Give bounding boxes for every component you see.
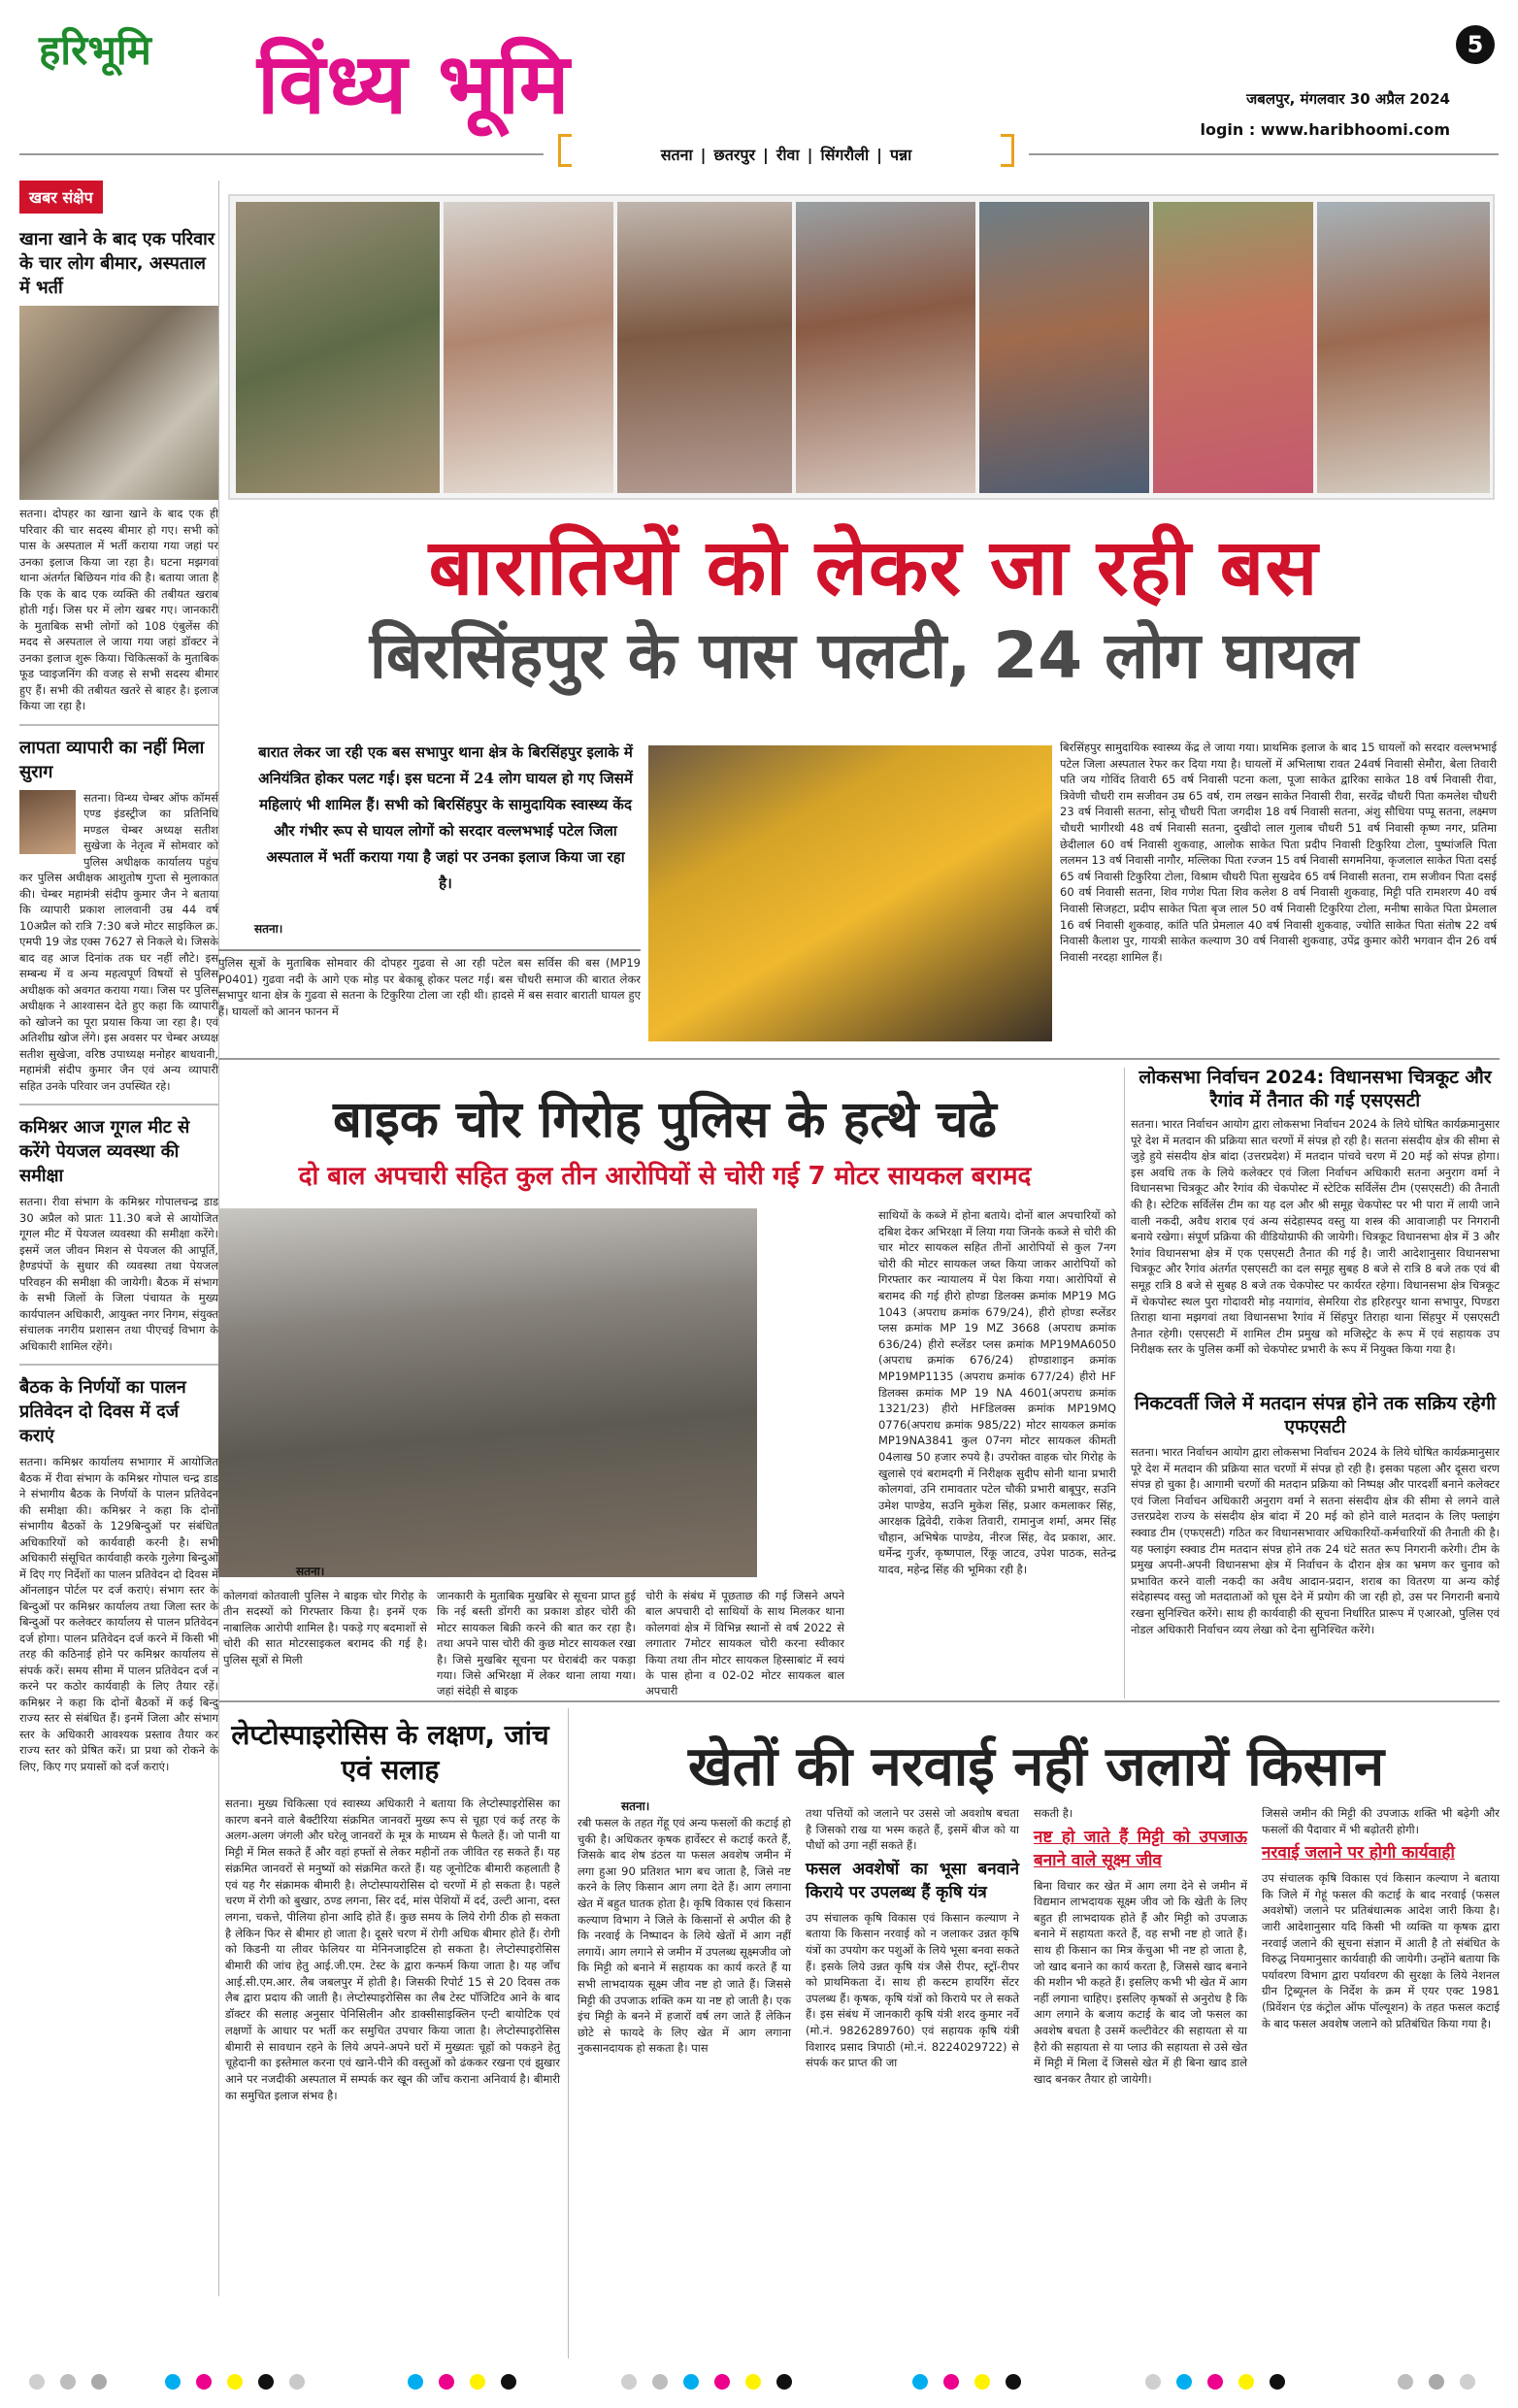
bike-theft-body: कोलगवां कोतवाली पुलिस ने बाइक चोर गिरोह के तीन सदस्यों को गिरफ्तार किया है। इनमें एक नाबालिक आरोपी शामिल है। पकड़े गए बदमाशों से चोरी की सात मोटरसाइकल बरामद की गई है। पुलिस सूत्रों से मिली <box>223 1589 427 1666</box>
farm-column <box>1262 1805 1500 2031</box>
color-registration-bar <box>0 2366 1518 2395</box>
brief-headline: कमिश्नर आज गूगल मीट से करेंगे पेयजल व्यवस्था की समीक्षा <box>19 1117 190 1186</box>
farm-headline: खेतों की नरवाई नहीं जलायें किसान <box>687 1735 1385 1798</box>
registration-dot <box>227 2374 243 2390</box>
registration-dot <box>1176 2374 1192 2390</box>
farm-subheadline: नष्ट हो जाते हैं मिट्टी को उपजाऊ बनाने वाले सूक्ष्म जीव <box>1034 1827 1247 1870</box>
brief-headline: लापता व्यापारी का नहीं मिला सुराग <box>19 737 205 782</box>
election-headline: निकटवर्ती जिले में मतदान संपन्न होने तक सक्रिय रहेगी एफएसटी <box>1134 1393 1497 1437</box>
registration-dot <box>714 2374 730 2390</box>
brief-body: सतना। दोपहर का खाना खाने के बाद एक ही परिवार की चार सदस्य बीमार हो गए। सभी को पास के अस्पताल में भर्ती कराया गया जहां पर उनका इलाज किया जा रहा है। घटना मझगवां थाना अंतर्गत बिछियन गांव की है। बताया जाता है कि एक के बाद एक व्यक्ति की तबीयत खराब होती गई। जिस घर में लोग खबर गए। जानकारी के मुताबिक सभी लोगों को 108 एंबुलेंस की मदद से अस्पताल ले जाया गया जहां डॉक्टर ने उनका इलाज शुरू किया। चिकित्सकों के मुताबिक फूड प्वाइजनिंग की वजह से सभी सदस्य बीमार हुए हैं। सभी की तबीयत खतरे से बाहर है। इलाज किया जा रहा है। <box>19 507 218 712</box>
masthead <box>0 0 1518 164</box>
bike-theft-body: चोरी के संबंध में पूछताछ की गई जिसने अपने बाल अपचारी दो साथियों के साथ मिलकर थाना कोलगवां क्षेत्र में विभिन्न स्थानों से वर्ष 2022 से लगातार 7मोटर सायकल चोरी करना स्वीकार किया तथा तीन मोटर सायकल हिस्साबांट में स्वयं के पास होना व 02-02 मोटर सायकल बाल अपचारी <box>645 1589 844 1699</box>
brief-body: सतना। रीवा संभाग के कमिश्नर गोपालचन्द्र डाड 30 अप्रैल को प्रातः 11.30 बजे से आयोजित गूगल मीट में पेयजल व्यवस्था की समीक्षा करेंगे। इसमें जल जीवन मिशन से पेयजल की आपूर्ति, हैण्डपंपों के सुधार की व्यवस्था तथा पेयजल परिवहन की समीक्षा की जायेगी। बैठक में संभाग के सभी जिलों के जिला पंचायत के मुख्य कार्यपालन अधिकारी, आयुक्त नगर निगम, संयुक्त संचालक नगरीय प्रशासन तथा पीएचई विभाग के अधिकारी शामिल रहेंगे। <box>19 1195 218 1353</box>
portrait-photo <box>19 790 76 854</box>
election-body: सतना। भारत निर्वाचन आयोग द्वारा लोकसभा निर्वाचन 2024 के लिये घोषित कार्यक्रमानुसार पूरे देश में मतदान की प्रक्रिया सात चरणों में संपन्न हो रही है। इसका पहला और दूसरा चरण संपन्न हो चुका है। आगामी चरणों की मतदान प्रक्रिया को निष्पक्ष और पारदर्शी बनाने कलेक्टर एवं जिला निर्वाचन अधिकारी अनुराग वर्मा ने सतना संसदीय क्षेत्र की सीमा से लगने वाले उत्तरप्रदेश राज्य के संसदीय क्षेत्र बांदा में 20 मई को होने वाले मतदान के लिए फ्लाइंग स्क्वाड टीम (एफएसटी) गठित कर विधानसभावार अधिकारियों-कर्मचारियों की तैनाती की है। यह फ्लाइंग स्क्वाड टीम मतदान संपन्न होने तक 24 घंटे सतत रूप निगरानी करेगी। टीम के प्रमुख अपनी-अपनी विधानसभा क्षेत्र में निर्वाचन के दौरान क्षेत्र का भ्रमण कर चुनाव को प्रभावित करने वाली नकदी का अवैध आदान-प्रदान, शराब का वितरण या अन्य कोई संदेहास्पद वस्तु जो मतदाताओं को घूस देने में प्रयोग की जा रही हो, उस पर निगरानी बनाये रखना सुनिश्चित करेंगे। साथ ही कार्यवाही की सूचना निर्धारित प्रारूप में एआरओ, पुलिस एवं नोडल अधिकारी निर्वाचन व्यय लेखा को देना सुनिश्चित करेंगे। <box>1131 1445 1500 1636</box>
farm-body: उप संचालक कृषि विकास एवं किसान कल्याण ने बताया कि किसान नरवाई को न जलाकर उन्नत कृषि यंत्रों का उपयोग कर पशुओं के लिये भूसा बनवा सकते हैं। इसके लिये उन्नत कृषि यंत्र जैसे रीपर, स्ट्रॉ-रीपर को प्राथमिकता दें। साथ ही कस्टम हायरिंग सेंटर उपलब्ध हैं। कृषक, कृषि यंत्रों को किराये पर ले सकते हैं। इस संबंध में जानकारी कृषि यंत्री शरद कुमार नर्वे (मो.नं. 9826289760) एवं सहायक कृषि यंत्री विशारद प्रसाद त्रिपाठी (मो.नं. 8224029722) से संपर्क कर प्राप्त की जा <box>806 1910 1019 2070</box>
registration-dot <box>683 2374 699 2390</box>
farm-body: बिना विचार कर खेत में आग लगा देने से जमीन में विद्यमान लाभदायक सूक्ष्म जीव जो कि खेती के लिए बहुत ही लाभदायक होते हैं और मिट्टी को उपजाऊ बनाने में सहायता करते हैं, वह सभी नष्ट हो जाते हैं। साथ ही किसान का मित्र केंचुआ भी नष्ट हो जाता है, जो खाद बनाने का कार्य करता है, जिससे खाद बनाने की मशीन भी कहते हैं। इसलिए कभी भी खेत में आग नहीं लगाना चाहिए। इसलिए कृषकों से अनुरोध है कि आग लगाने के बजाय कटाई के बाद जो फसल का अवशेष बचता है उसमें कल्टीवेटर की सहायता से या हैरो की सहायता से या प्लाउ की सहायता से उसे खेत में मिट्टी में मिला दें जिससे खेत में ही बिना खाद डाले खाद बनकर तैयार हो जायेगी। <box>1034 1878 1247 2086</box>
registration-dot <box>91 2374 107 2390</box>
dateline: जबलपुर, मंगलवार 30 अप्रैल 2024 <box>1246 90 1450 108</box>
photo-injured-person <box>979 202 1149 493</box>
registration-dot <box>501 2374 516 2390</box>
farm-body: उप संचालक कृषि विकास एवं किसान कल्याण ने बताया कि जिले में गेहूं फसल की कटाई के बाद नरवाई (फसल अवशेषों) जलाने पर प्रतिबंधात्मक आदेश जारी किया है। जारी आदेशानुसार यदि किसी भी व्यक्ति या कृषक द्वारा नरवाई जलाने की सूचना संज्ञान में आती है तो संबंधित के विरुद्ध नियमानुसार कार्यवाही की जायेगी। उन्होंने बताया कि पर्यावरण विभाग द्वारा पर्यावरण की सुरक्षा के लिये नेशनल ग्रीन ट्रिब्यूनल के निर्देश के क्रम में एयर एक्ट 1981 (प्रिवेंशन एंड कंट्रोल ऑफ पॉल्यूशन) के तहत फसल कटाई के बाद फसल अवशेष जलाने को प्रतिबंधित किया गया है। <box>1262 1871 1500 2030</box>
registration-dot <box>1207 2374 1223 2390</box>
bike-theft-body: जानकारी के मुताबिक मुखबिर से सूचना प्राप्त हुई कि नई बस्ती डोंगरी का प्रकाश डोहर चोरी की मोटर सायकल बिक्री करने की बात कर रहा है। तथा अपने पास चोरी की कुछ मोटर सायकल रखा है। जिसे मुखबिर सूचना पर घेराबंदी कर पकड़ा गया। जिसे अभिरक्षा में लेकर थाना लाया गया। जहां संदेही से बाइक <box>437 1589 636 1699</box>
registration-dot <box>974 2374 990 2390</box>
farm-column <box>1034 1805 1247 2087</box>
registration-dot <box>652 2374 668 2390</box>
photo-injured-person <box>1317 202 1490 493</box>
registration-dot <box>1238 2374 1254 2390</box>
lead-subheadline: बिरसिंहपुर के पास पलटी, 24 लोग घायल <box>369 618 1359 693</box>
lead-intro: बारात लेकर जा रही एक बस सभापुर थाना क्षेत्र के बिरसिंहपुर इलाके में अनियंत्रित होकर पलट गई। इस घटना में 24 लोग घायल हो गए जिसमें महिलाएं भी शामिल हैं। सभी को बिरसिंहपुर के सामुदायिक स्वास्थ्य केंद और गंभीर रूप से घायल लोगों को सरदार वल्लभभाई पटेल जिला अस्पताल में भर्ती कराया गया है जहां पर उनका इलाज किया जा रहा है। <box>258 743 633 892</box>
column-divider <box>1124 1068 1125 1699</box>
registration-dot <box>1006 2374 1021 2390</box>
election-body: सतना। भारत निर्वाचन आयोग द्वारा लोकसभा निर्वाचन 2024 के लिये घोषित कार्यक्रमानुसार पूरे देश में मतदान की प्रक्रिया सात चरणों में संपन्न हो रही है। सतना संसदीय क्षेत्र की सीमा से जुड़े हुये संसदीय क्षेत्र बांदा (उत्तरप्रदेश) में मतदान पांचवे चरण में 20 मई को संपन्न होगा। इस अवधि तक के लिये कलेक्टर एवं जिला निर्वाचन अधिकारी सतना अनुराग वर्मा ने विधानसभा चित्रकूट और रैगांव की चेकपोस्ट में स्टेटिक सर्विलेंस टीम (एसएसटी) की तैनाती की है। स्टेटिक सर्विलेंस टीम का यह दल और श्री समूह चेकपोस्ट पर भी पारा में लायी जाने वाली नकदी, अवैध शराब एवं अन्य संदेहास्पद वस्तु या शस्त्र की आवाजाही पर निगरानी बनाये रखेगा। संपूर्ण प्रक्रिया की वीडियोग्राफी की जायेगी। चित्रकूट विधानसभा क्षेत्र में 3 और रैगांव विधानसभा क्षेत्र में एक एसएसटी तैनात की गई है। जारी आदेशानुसार विधानसभा चित्रकूट और रैगांव अंतर्गत एसएसटी का दल समूह सुबह 8 बजे से रात्रि 8 बजे तक एवं बी समूह रात्रि 8 बजे से सुबह 8 बजे तक चेकपोस्ट पर कार्यरत रहेगा। विधानसभा क्षेत्र चित्रकूट में चेकपोस्ट स्थल पुरा गोदावरी मोड़ नयागांव, सेमरिया रोड हरिहरपुर थाना सभापुर, पिण्डरा तिराहा थाना मझगवां तथा विधानसभा रैगांव में सिंहपुर तिराहा थाना सिंहपुर में एसएसटी तैनात रहेगी। एसएसटी में शामिल टीम प्रमुख को मजिस्ट्रेट के रूप में एवं सहायक उप निरीक्षक स्तर के पुलिस कर्मी को चेकपोस्ट प्रभारी के रूप में नियुक्त किया गया है। <box>1131 1117 1500 1357</box>
registration-dot <box>1145 2374 1161 2390</box>
registration-dot <box>1398 2374 1413 2390</box>
photo-injured-person <box>617 202 792 493</box>
registration-dot <box>439 2374 454 2390</box>
brand-logo: हरिभूमि <box>39 26 151 74</box>
photo-injured-person <box>1153 202 1313 493</box>
region-item: छतरपुर <box>713 146 756 164</box>
registration-dot <box>196 2374 212 2390</box>
bike-theft-headline: बाइक चोर गिरोह पुलिस के हत्थे चढे <box>333 1091 997 1149</box>
website-link[interactable]: login : www.haribhoomi.com <box>1200 120 1450 139</box>
lepto-headline: लेप्टोस्पाइरोसिस के लक्षण, जांच एवं सलाह <box>231 1719 549 1786</box>
region-item: सिंगरौली <box>820 146 870 164</box>
farm-body: तथा पत्तियों को जलाने पर उससे जो अवशोष बचता है जिसको राख या भस्म कहते हैं, इसमें बीज को या पौधों को उगा नहीं सकते हैं। <box>806 1806 1019 1853</box>
registration-dot <box>745 2374 761 2390</box>
column-divider <box>568 1708 569 2359</box>
photo-injured-person <box>796 202 975 493</box>
injured-photo-strip <box>228 194 1495 500</box>
photo-overturned-bus <box>236 202 440 493</box>
brief-body: सतना। कमिश्नर कार्यालय सभागार में आयोजित बैठक में रीवा संभाग के कमिश्नर गोपाल चन्द्र डाड ने संभागीय बैठक के निर्णयों के पालन प्रतिवेदन की समीक्षा की। कमिश्नर ने कहा कि दोनों संभागीय बैठकों के 129बिन्दुओं पर संबंधित अधिकारियों को कार्यवाही करनी है। सभी अधिकारी संसूचित कार्यवाही करके गुलेगा बिन्दुओं में दिए गए निर्देशों का पालन प्रतिवेदन दो दिवस में ऑनलाइन पोर्टल पर दर्ज कराएं। संभाग स्तर के बिन्दुओं पर कमिश्नर कार्यालय तथा जिला स्तर के बिन्दुओं पर कलेक्टर कार्यालय से पालन प्रतिवेदन दर्ज होगा। पालन प्रतिवेदन दर्ज करने में किसी भी तरह की कठिनाई होने पर कमिश्नर कार्यालय से संपर्क करें। समय सीमा में पालन प्रतिवेदन दर्ज न करने पर कठोर कार्यवाही के लिए तैयार रहें। कमिश्नर ने कहा कि दोनों बैठकों में कई बिन्दु राज्य स्तर से संबंधित हैं। इनमें जिला और संभाग स्तर के अधिकारी आवश्यक प्रस्ताव तैयार कर राज्य स्तर को प्रेषित करें। प्रा प्रथा को रोकने के लिए, किए गए प्रयासों को दर्ज कराएं। <box>19 1455 218 1773</box>
section-tag: खबर संक्षेप <box>19 181 103 214</box>
edition-title: विंध्य भूमि <box>257 35 571 133</box>
bike-theft-subheadline: दो बाल अपचारी सहित कुल तीन आरोपियों से चोरी गई 7 मोटर सायकल बरामद <box>298 1162 1032 1191</box>
lead-headline: बारातियों को लेकर जा रही बस <box>428 522 1319 612</box>
registration-dot <box>258 2374 274 2390</box>
registration-dot <box>1460 2374 1475 2390</box>
lepto-body: सतना। मुख्य चिकित्सा एवं स्वास्थ्य अधिकारी ने बताया कि लेप्टोस्पाइरोसिस का कारण बनने वाले बैक्टीरिया संक्रमित जानवरों मुख्य रूप से चूहा एवं कई तरह के अलग-अलग जंगली और घरेलू जानवरों के मूत्र के माध्यम से फैलते हैं। जो पानी या मिट्टी में मिल सकते हैं और वहां हफ्तों से लेकर महीनों तक जीवित रह सकते हैं। यह संक्रमित जानवरों से मनुष्यों को संक्रमित करते हैं। यह जूनोटिक बीमारी कहलाती है एवं यह गैर संक्रामक बीमारी है। लेप्टोस्पायरोसिस दो चरणों में हो सकता है। पहले चरण में रोगी को बुखार, ठण्ड लगना, सिर दर्द, मांस पेशियों में दर्द, उल्टी आना, दस्त लगना, चकत्ते, पीलिया होना आदि होते हैं। कुछ समय के लिये रोगी ठीक हो सकता है लेकिन फिर से बीमार हो जाता है। दूसरे चरण में रोगी अधिक बीमार होते हैं। रोगी को किडनी या लीवर फेलियर या मेनिनजाइटिस हो सकता है। लेप्टोस्पाइरोसिस बीमारी की जांच हेतु आई.जी.एम. टेस्ट के द्वारा कन्फर्म किया जाता है। यह जाँच आई.सी.एम.आर. लैब जबलपुर में होती है। जिसकी रिपोर्ट 15 से 20 दिवस तक लैब द्वारा प्रदाय की जाती है। लेप्टोस्पाइरोसिस का लैब टेस्ट पॉजिटिव आने के बाद डॉक्टर की सलाह अनुसार पेनिसिलीन और डाक्सीसाइक्लिन एन्टी बायोटिक एवं लक्षणों के आधार पर भर्ती कर समुचित उपचार किया जाता है। लेप्टोस्पाइरोसिस बीमारी से सावधान रहने के लिये अपने-अपने घरों में मुख्यतः चूहों को पकड़ने हेतु चूहेदानी का इस्तेमाल करना एवं खाने-पीने की वस्तुओं को ढंककर रखना एवं झुखार आने पर नजदीकी अस्पताल में सम्पर्क कर खून की जाँच कराना अनिवार्य है। बीमारी का समुचित इलाज संभव है। <box>225 1797 560 2102</box>
registration-dot <box>289 2374 305 2390</box>
divider <box>218 1058 1500 1060</box>
registration-dot <box>776 2374 792 2390</box>
farm-dateline: सतना। <box>621 1799 650 1813</box>
news-brief-column <box>19 181 218 2296</box>
lead-dateline: सतना। <box>254 922 283 936</box>
lead-body-left: पुलिस सूत्रों के मुताबिक सोमवार की दोपहर गुढवा से आ रही पटेल बस सर्विस की बस (MP19 P0401) गुढवा नदी के आगे एक मोड़ पर बेकाबू होकर पलट गई। बस चौधरी समाज की बारात लेकर सभापुर थाना क्षेत्र के गुढवा से सतना के टिकुरिया टोला जा रही थी। हादसे में बस सवार बाराती घायल हुए हैं। घायलों को आनन फानन में <box>218 956 641 1018</box>
registration-dot <box>1429 2374 1444 2390</box>
registration-dot <box>60 2374 76 2390</box>
registration-dot <box>943 2374 959 2390</box>
brief-headline: बैठक के निर्णयों का पालन प्रतिवेदन दो दिवस में दर्ज कराएं <box>19 1377 186 1446</box>
bike-dateline: सतना। <box>296 1565 325 1578</box>
brief-photo <box>19 306 218 500</box>
registration-dot <box>912 2374 928 2390</box>
photo-injured-person <box>444 202 613 493</box>
bike-theft-body: साथियों के कब्जे में होना बताये। दोनों बाल अपचारियों को दबिश देकर अभिरक्षा में लिया गया जिनके कब्जे से चोरी की चार मोटर सायकल सहित तीनों आरोपियों से कुल 7नग चोरी की मोटर सायकल जब्त किया जाकर आरोपियों को गिरफ्तार कर न्यायालय में पेश किया गया। आरोपियों से बरामद की गई हीरो होण्डा डिलक्स क्रमांक MP19 MG 1043 (अपराध क्रमांक 679/24), हीरो होण्डा स्प्लेंडर प्लस क्रमांक MP 19 MZ 3668 (अपराध क्रमांक 636/24) हीरो स्प्लेंडर प्लस क्रमांक MP19MA6050 (अपराध क्रमांक 676/24) होण्डाशाइन क्रमांक MP19MP1135 (अपराध क्रमांक 677/24) हीरो HF डिलक्स क्रमांक MP 19 NA 4601(अपराध क्रमांक 1321/23) हीरो HFडिलक्स क्रमांक MP19MQ 0776(अपराध क्रमांक 985/22) मोटर सायकल क्रमांक MP19NA3841 कुल 07नग मोटर सायकल कीमती 04लाख 50 हजार रुपये है। उपरोक्त वाहक चोर गिरोह के खुलासे एवं बरामदगी में निरीक्षक सुदीप सोनी थाना प्रभारी कोलगवां, उनि रामावतार पटेल चौकी प्रभारी बाबूपुर, सउनि उमेश पाण्डेय, सउनि मुकेश सिंह, प्रआर कमलाकर सिंह, आरक्षक द्विवेदी, राकेश तिवारी, रामानुज शर्मा, अमर सिंह चौहान, अभिषेक पाण्डेय, नीरज सिंह, वेद प्रकाश, आर. धर्मेन्द्र गुर्जर, कृष्णपाल, रिंकू जाटव, उपेश पाठक, सतेन्द्र यादव, महेन्द्र सिंह की भूमिका रही है। <box>878 1208 1116 1577</box>
registration-dot <box>470 2374 485 2390</box>
farm-body: सकती है। <box>1034 1806 1073 1820</box>
farm-column <box>806 1805 1019 2071</box>
divider <box>19 1104 218 1105</box>
registration-dot <box>408 2374 423 2390</box>
registration-dot <box>1270 2374 1285 2390</box>
farm-body: रबी फसल के तहत गेंहू एवं अन्य फसलों की कटाई हो चुकी है। अधिकतर कृषक हार्वेस्टर से कटाई करते हैं, जिसके बाद शेष डंठल या फसल अवशेष जमीन में लगा हुआ 90 प्रतिशत भाग बच जाता है, जिसे नष्ट करने के लिए किसान आग लगा देते हैं। आग लगाना खेत में बहुत घातक होता है। कृषि विकास एवं किसान कल्याण विभाग ने जिले के किसानों से अपील की है कि नरवाई के निष्पादन के लिये खेतों में आग नहीं लगायें। आग लगाने से जमीन में उपलब्ध सूक्ष्मजीव जो कि मिट्टी को बनाने में सहायक का कार्य करते हैं या सभी लाभदायक सूक्ष्म जीव नष्ट हो जाते हैं। जिससे मिट्टी की उपजाऊ शक्ति कम या नष्ट हो जाती है। एक इंच मिट्टी के बनने में हजारों वर्ष लग जाते हैं लेकिन छोटे से फायदे के लिए खेत में आग लगाना नुकसानदायक हो सकता है। पास <box>578 1816 791 2056</box>
election-headline: लोकसभा निर्वाचन 2024: विधानसभा चित्रकूट और रैगांव में तैनात की गई एसएसटी <box>1138 1067 1492 1111</box>
page-number: 5 <box>1456 25 1495 64</box>
region-item: पन्ना <box>889 146 912 164</box>
divider <box>19 153 544 155</box>
divider <box>19 724 218 726</box>
brief-body: सतना। विन्ध्य चेम्बर ऑफ कॉमर्स एण्ड इंडस्ट्रीज का प्रतिनिधि मण्डल चेम्बर अध्यक्ष सतीश सुखेजा के नेतृत्व में सोमवार को पुलिस अधीक्षक कार्यालय पहुंच कर पुलिस अधीक्षक आशुतोष गुप्ता से मुलाकात की। चेम्बर महामंत्री संदीप कुमार जैन ने बताया कि व्यापारी प्रकाश लालवानी उम्र 44 वर्ष 10अप्रैल को रात्रि 7:30 बजे मोटर साइकिल क्र. एमपी 19 जेड एक्स 7627 से निकले थे। जिसके बाद वह आज दिनांक तक घर नहीं लौटे। इस सम्बन्ध में व अन्य महत्वपूर्ण विषयों से पुलिस अधीक्षक को अवगत कराया गया। जिस पर पुलिस अधीक्षक ने आश्वासन देते हुए कहा कि व्यापारी को खोजने का पूरा प्रयास किया जा रहा है। एवं अतिशीघ्र खोज लेंगे। इस अवसर पर चेम्बर अध्यक्ष सतीश सुखेजा, वरिष्ठ उपाध्यक्ष मनोहर बाधवानी, महामंत्री संदीप कुमार जैन एवं अन्य व्यापारी सहित उनके परिवार जन उपस्थित रहे। <box>19 790 218 1093</box>
registration-dot <box>621 2374 637 2390</box>
farm-body: जिससे जमीन की मिट्टी की उपजाऊ शक्ति भी बढ़ेगी और फसलों की पैदावार में भी बढ़ोतरी होगी। <box>1262 1806 1500 1836</box>
bike-theft-photo <box>218 1208 757 1577</box>
divider <box>1029 153 1499 155</box>
region-item: सतना <box>660 146 693 164</box>
regions-bar: सतना | छतरपुर | रीवा | सिंगरौली | पन्ना <box>558 144 1014 165</box>
lead-body-right: बिरसिंहपुर सामुदायिक स्वास्थ्य केंद्र ले जाया गया। प्राथमिक इलाज के बाद 15 घायलों को सरदार वल्लभभाई पटेल जिला अस्पताल रेफर कर दिया गया है। घायलों में अभिलाषा रावत 24वर्ष निवासी सेमौरा, बेला तिवारी पति जय गोविंद तिवारी 65 वर्ष निवासी पटना कला, पूजा साकेत द्वारिका साकेत 18 वर्ष निवासी रीवा, त्रिवेणी चौधरी राम सजीवन उम्र 65 वर्ष, राम लखन साकेत निवासी रीवा, सरवेंद्र चौधरी पिता कमलेश चौधरी 23 वर्ष निवासी सतना, सोनू चौधरी पिता जगदीश 18 वर्ष निवासी सतना, अंशु सौधिया पप्पू सतना, लक्ष्मण चौधरी भागीरथी 48 वर्ष निवासी सतना, दुखीदो लाल गुलाब चौधरी 51 वर्ष निवासी कृष्ण नगर, प्रतिमा छेदीलाल 60 वर्ष निवासी शुकवाह, आलोक साकेत पिता प्रदीप निवासी टिकुरिया टोला, पुष्पांजलि पिता ललमन 13 वर्ष निवासी नागौर, मल्लिका पिता रज्जन 15 वर्ष निवासी सगमनिया, कृजलाल साकेत पिता दसई 65 वर्ष निवासी टिकुरिया टोला, विश्राम चौधरी पिता सुखदेव 65 वर्ष निवासी सतना, राम सजीवन पिता दसई 60 वर्ष निवासी सतना, शिव गणेश पिता शिव कलेश 8 वर्ष निवासी शुकवाह, मिट्टी पति रामशरण 40 वर्ष निवासी सिजहटा, प्रदीप साकेत पिता बृज लाल 50 वर्ष निवासी टिकुरिया टोला, मनीषा साकेत पिता प्रेमलाल 16 वर्ष निवासी शुकवाह, कांति पति प्रेमलाल 40 वर्ष निवासी शुकवाह, ज्योति साकेत पिता संतोष 22 वर्ष निवासी कैलाश पुर, गायत्री साकेत कल्याण 30 वर्ष निवासी शुकवाह, उपेंद्र कुमार कोरी भगवान दीन 26 वर्ष निवासी नरदहा शामिल हैं। <box>1060 741 1497 964</box>
divider <box>218 1700 1500 1702</box>
lead-photo <box>648 745 1052 1041</box>
registration-dot <box>165 2374 181 2390</box>
divider <box>19 1364 218 1366</box>
region-item: रीवा <box>776 146 800 164</box>
registration-dot <box>29 2374 45 2390</box>
brief-headline: खाना खाने के बाद एक परिवार के चार लोग बीमार, अस्पताल में भर्ती <box>19 229 215 298</box>
farm-subheadline: नरवाई जलाने पर होगी कार्यवाही <box>1262 1843 1455 1864</box>
farm-subheadline: फसल अवशेषों का भूसा बनवाने किराये पर उपलब्ध हैं कृषि यंत्र <box>806 1859 1019 1902</box>
divider <box>218 949 641 951</box>
